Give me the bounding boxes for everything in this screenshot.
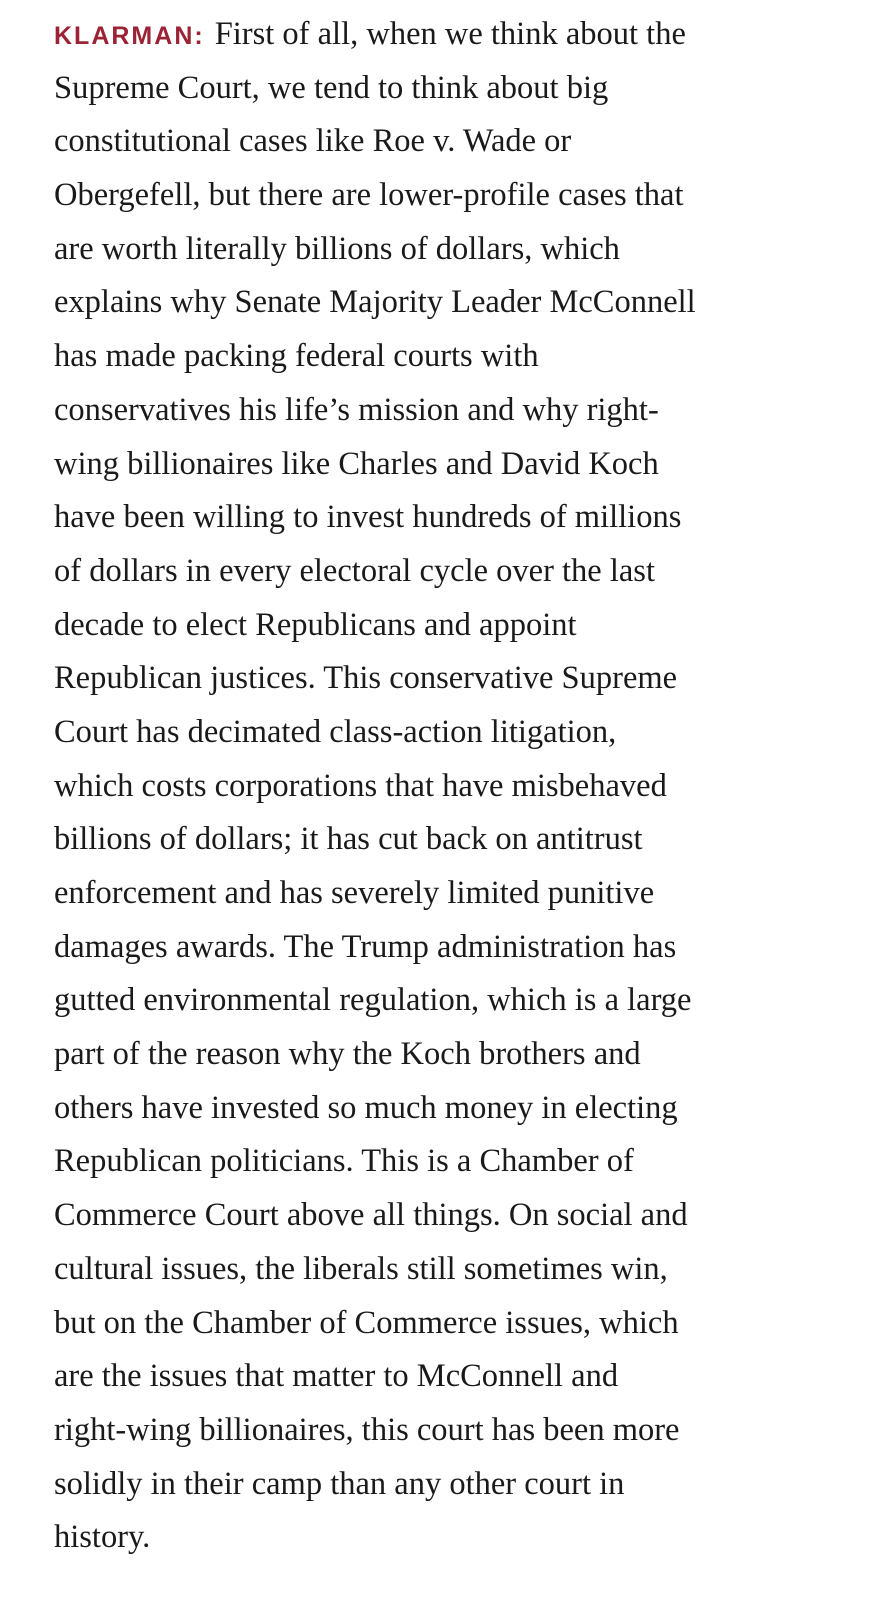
text-line: billions of dollars; it has cut back on antitrust [54, 821, 643, 858]
interview-answer [54, 8, 854, 1565]
text-line: decade to elect Republicans and appoint [54, 606, 577, 643]
line-text: First of all, when we think about the [214, 16, 686, 52]
text-line: are the issues that matter to McConnell and [54, 1358, 619, 1395]
speaker-label: KLARMAN: [54, 22, 205, 50]
text-line: others have invested so much money in electing [54, 1089, 678, 1126]
text-line: are worth literally billions of dollars, which [54, 230, 620, 267]
text-line: enforcement and has severely limited punitive [54, 875, 655, 911]
text-line: constitutional cases like Roe v. Wade or [54, 123, 572, 160]
text-line: Republican politicians. This is a Chamber of [54, 1143, 634, 1180]
text-line: solidly in their camp than any other court in [54, 1465, 625, 1502]
text-line [54, 8, 854, 62]
text-line: but on the Chamber of Commerce issues, which [54, 1304, 679, 1341]
text-line: Republican justices. This conservative Supreme [54, 660, 678, 697]
text-line: which costs corporations that have misbehaved [54, 767, 667, 804]
text-line: Supreme Court, we tend to think about big [54, 69, 609, 106]
text-line: wing billionaires like Charles and David Koch [54, 445, 659, 482]
text-line: of dollars in every electoral cycle over the last [54, 552, 655, 589]
text-line: cultural issues, the liberals still sometimes win, [54, 1250, 668, 1287]
text-line: part of the reason why the Koch brothers and [54, 1036, 641, 1073]
text-line: conservatives his life’s mission and why right- [54, 391, 659, 428]
text-line: Commerce Court above all things. On social and [54, 1197, 688, 1234]
text-line: gutted environmental regulation, which is a large [54, 982, 692, 1019]
text-line: right-wing billionaires, this court has been more [54, 1411, 680, 1448]
text-line: has made packing federal courts with [54, 338, 539, 375]
text-line: history. [54, 1519, 151, 1556]
text-line: Obergefell, but there are lower-profile cases that [54, 177, 684, 214]
text-line: damages awards. The Trump administration has [54, 928, 677, 965]
text-line: Court has decimated class-action litigation, [54, 713, 617, 750]
text-line: have been willing to invest hundreds of millions [54, 499, 682, 536]
text-line: explains why Senate Majority Leader McConnell [54, 284, 696, 321]
